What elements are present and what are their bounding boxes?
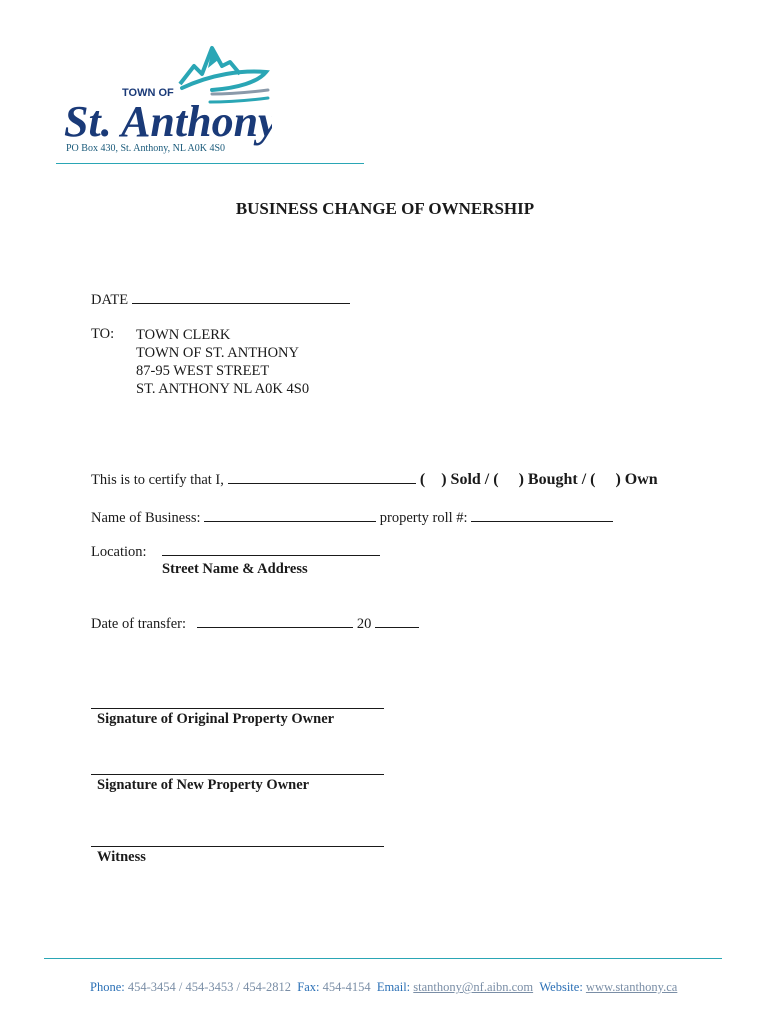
- location-row: [91, 543, 380, 561]
- logo-name: St. Anthony: [64, 97, 272, 146]
- email-label: Email:: [376, 980, 411, 994]
- header-address: PO Box 430, St. Anthony, NL A0K 4S0: [66, 143, 226, 154]
- phone-label: Phone:: [90, 980, 125, 994]
- new-owner-signature-line[interactable]: [91, 774, 384, 775]
- transfer-date-field[interactable]: [197, 615, 353, 628]
- business-name-label: Name of Business:: [91, 510, 201, 526]
- transfer-year-label: 20: [356, 616, 372, 632]
- recipient-line: ST. ANTHONY NL A0K 4S0: [136, 381, 310, 397]
- footer-contact: [90, 980, 677, 995]
- recipient-line: 87-95 WEST STREET: [136, 363, 270, 379]
- recipient-line: TOWN CLERK: [136, 327, 231, 343]
- date-field[interactable]: [132, 291, 350, 304]
- to-label: TO:: [91, 326, 115, 342]
- witness-signature-line[interactable]: [91, 846, 384, 847]
- website-link[interactable]: www.stanthony.ca: [585, 980, 678, 994]
- certify-prefix: This is to certify that I,: [91, 472, 224, 488]
- recipient-line: TOWN OF ST. ANTHONY: [136, 345, 299, 361]
- original-owner-signature-line[interactable]: [91, 708, 384, 709]
- logo-top-text: TOWN OF: [122, 87, 174, 99]
- location-field[interactable]: [162, 543, 380, 556]
- property-roll-field[interactable]: [471, 509, 613, 522]
- fax-label: Fax:: [297, 980, 320, 994]
- original-owner-signature-label: Signature of Original Property Owner: [97, 711, 335, 727]
- email-link[interactable]: stanthony@nf.aibn.com: [413, 980, 534, 994]
- page-title: BUSINESS CHANGE OF OWNERSHIP: [235, 199, 535, 218]
- phone-value: 454-3454 / 454-3453 / 454-2812: [127, 980, 292, 994]
- website-label: Website:: [539, 980, 583, 994]
- location-label: Location:: [91, 544, 147, 560]
- certify-name-field[interactable]: [228, 471, 416, 484]
- bought-option[interactable]: ) Bought / (: [518, 471, 596, 488]
- recipient-address: [136, 326, 309, 398]
- transfer-row: [91, 615, 419, 633]
- business-row: [91, 509, 613, 527]
- transfer-year-field[interactable]: [375, 615, 419, 628]
- new-owner-signature-label: Signature of New Property Owner: [97, 777, 310, 793]
- certify-row: [91, 471, 658, 489]
- business-name-field[interactable]: [204, 509, 376, 522]
- own-option[interactable]: ) Own: [615, 471, 658, 488]
- property-roll-label: property roll #:: [379, 510, 468, 526]
- sold-option[interactable]: ( ) Sold / (: [419, 471, 499, 488]
- date-label: DATE: [91, 292, 129, 308]
- location-sublabel: Street Name & Address: [162, 561, 308, 577]
- date-row: [91, 291, 350, 309]
- transfer-label: Date of transfer:: [91, 616, 187, 632]
- mountain-wave-logo-icon: [62, 44, 272, 154]
- footer-divider: [44, 958, 722, 959]
- town-logo: [62, 44, 272, 154]
- header-divider: [56, 163, 364, 164]
- fax-value: 454-4154: [322, 980, 371, 994]
- witness-label: Witness: [97, 849, 146, 865]
